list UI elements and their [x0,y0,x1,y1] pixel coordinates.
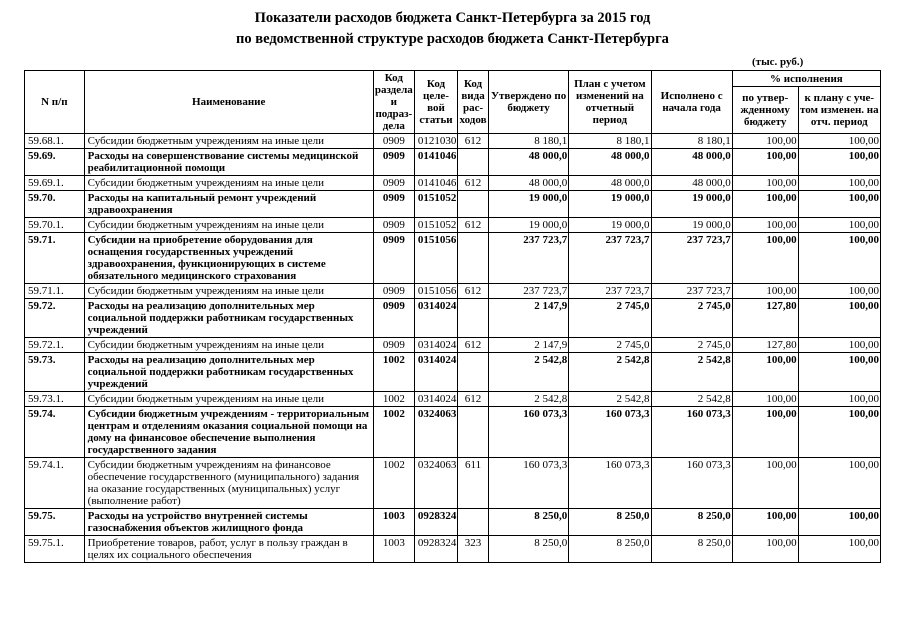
cell-pct-plan: 100,00 [798,176,880,191]
cell-plan: 160 073,3 [569,407,651,458]
cell-target: 0928324 [414,509,457,536]
cell-type: 612 [458,218,489,233]
cell-plan: 2 542,8 [569,392,651,407]
cell-approved: 19 000,0 [488,218,568,233]
table-row [25,191,881,218]
cell-target: 0151056 [414,284,457,299]
cell-pct-approved: 100,00 [732,218,798,233]
cell-name: Расходы на реализацию дополнительных мер социальной поддержки работникам государственных учреждений [84,299,373,338]
cell-type: 612 [458,284,489,299]
cell-approved: 8 180,1 [488,134,568,149]
cell-name: Субсидии бюджетным учреждениям на иные цели [84,176,373,191]
cell-name: Субсидии бюджетным учреждениям на иные цели [84,218,373,233]
header-pct-plan: к плану с уче-том изменен. на отч. период [798,87,880,134]
cell-executed: 2 745,0 [651,299,732,338]
cell-name: Субсидии бюджетным учреждениям на иные цели [84,338,373,353]
cell-section: 1002 [373,458,414,509]
cell-num: 59.75.1. [25,536,85,563]
header-type: Код вида рас-ходов [458,71,489,134]
cell-name: Субсидии бюджетным учреждениям на финансовое обеспечение государственного (муниципального) задания на оказание государственных (муниципальных) услуг (выполнение работ) [84,458,373,509]
cell-pct-plan: 100,00 [798,218,880,233]
cell-type [458,191,489,218]
cell-section: 1002 [373,407,414,458]
cell-pct-plan: 100,00 [798,191,880,218]
cell-section: 0909 [373,191,414,218]
cell-num: 59.74. [25,407,85,458]
header-pct-group: % исполнения [732,71,880,87]
cell-section: 0909 [373,218,414,233]
cell-name: Субсидии на приобретение оборудования для оснащения государственных учреждений здравоохранения, функционирующих в системе обязательного медицинского страхования [84,233,373,284]
cell-section: 1003 [373,509,414,536]
header-num: N п/п [25,71,85,134]
cell-approved: 8 250,0 [488,536,568,563]
table-row [25,218,881,233]
cell-name: Расходы на совершенствование системы медицинской реабилитационной помощи [84,149,373,176]
cell-executed: 237 723,7 [651,284,732,299]
cell-approved: 2 147,9 [488,338,568,353]
cell-target: 0121030 [414,134,457,149]
cell-executed: 19 000,0 [651,218,732,233]
table-row [25,458,881,509]
cell-pct-plan: 100,00 [798,392,880,407]
cell-executed: 48 000,0 [651,149,732,176]
cell-executed: 2 542,8 [651,353,732,392]
cell-type [458,233,489,284]
cell-section: 1002 [373,392,414,407]
cell-section: 0909 [373,233,414,284]
cell-type [458,149,489,176]
units-label: (тыс. руб.) [752,56,804,68]
cell-executed: 8 180,1 [651,134,732,149]
cell-num: 59.73. [25,353,85,392]
cell-executed: 237 723,7 [651,233,732,284]
cell-approved: 48 000,0 [488,176,568,191]
cell-type [458,353,489,392]
cell-pct-plan: 100,00 [798,458,880,509]
header-plan: План с учетом изменений на отчетный период [569,71,651,134]
table-row [25,407,881,458]
cell-target: 0151052 [414,191,457,218]
cell-pct-approved: 100,00 [732,407,798,458]
cell-num: 59.72. [25,299,85,338]
cell-plan: 2 745,0 [569,299,651,338]
page-title: Показатели расходов бюджета Санкт-Петербурга за 2015 год [254,10,651,26]
table-row [25,299,881,338]
cell-target: 0314024 [414,353,457,392]
cell-num: 59.71. [25,233,85,284]
cell-pct-approved: 100,00 [732,509,798,536]
cell-section: 0909 [373,149,414,176]
table-row [25,392,881,407]
header-target: Код целе-вой статьи [414,71,457,134]
cell-name: Субсидии бюджетным учреждениям на иные цели [84,284,373,299]
cell-num: 59.71.1. [25,284,85,299]
cell-executed: 2 542,8 [651,392,732,407]
budget-table [24,70,881,563]
cell-plan: 48 000,0 [569,149,651,176]
cell-target: 0151052 [414,218,457,233]
cell-plan: 160 073,3 [569,458,651,509]
cell-approved: 237 723,7 [488,233,568,284]
cell-executed: 160 073,3 [651,458,732,509]
cell-pct-approved: 127,80 [732,299,798,338]
cell-type: 612 [458,338,489,353]
cell-section: 1003 [373,536,414,563]
cell-pct-approved: 100,00 [732,458,798,509]
cell-num: 59.70. [25,191,85,218]
cell-plan: 48 000,0 [569,176,651,191]
cell-type [458,407,489,458]
cell-approved: 2 542,8 [488,392,568,407]
table-row [25,176,881,191]
cell-approved: 2 542,8 [488,353,568,392]
header-approved: Утверждено по бюджету [488,71,568,134]
cell-type: 611 [458,458,489,509]
cell-plan: 2 542,8 [569,353,651,392]
cell-type [458,299,489,338]
cell-pct-plan: 100,00 [798,536,880,563]
cell-plan: 19 000,0 [569,218,651,233]
header-section: Код раздела и подраз-дела [374,72,413,132]
cell-pct-approved: 100,00 [732,134,798,149]
cell-num: 59.70.1. [25,218,85,233]
cell-pct-approved: 100,00 [732,536,798,563]
cell-executed: 160 073,3 [651,407,732,458]
cell-section: 1002 [373,353,414,392]
cell-name: Субсидии бюджетным учреждениям на иные цели [84,134,373,149]
cell-pct-plan: 100,00 [798,233,880,284]
cell-name: Расходы на реализацию дополнительных мер социальной поддержки работникам государственных учреждений [84,353,373,392]
cell-plan: 237 723,7 [569,233,651,284]
cell-pct-approved: 100,00 [732,191,798,218]
cell-pct-approved: 100,00 [732,392,798,407]
cell-plan: 8 250,0 [569,536,651,563]
cell-executed: 19 000,0 [651,191,732,218]
cell-pct-approved: 100,00 [732,233,798,284]
table-row [25,134,881,149]
cell-num: 59.69.1. [25,176,85,191]
cell-num: 59.73.1. [25,392,85,407]
cell-executed: 2 745,0 [651,338,732,353]
cell-name: Субсидии бюджетным учреждениям на иные цели [84,392,373,407]
table-body [25,134,881,563]
cell-pct-approved: 100,00 [732,149,798,176]
cell-target: 0324063 [414,458,457,509]
cell-target: 0151056 [414,233,457,284]
cell-pct-plan: 100,00 [798,149,880,176]
cell-approved: 160 073,3 [488,407,568,458]
cell-pct-approved: 100,00 [732,176,798,191]
cell-num: 59.69. [25,149,85,176]
cell-plan: 2 745,0 [569,338,651,353]
cell-pct-approved: 127,80 [732,338,798,353]
cell-approved: 237 723,7 [488,284,568,299]
cell-executed: 8 250,0 [651,509,732,536]
cell-approved: 8 250,0 [488,509,568,536]
cell-pct-plan: 100,00 [798,299,880,338]
table-row [25,233,881,284]
cell-name: Расходы на устройство внутренней системы газоснабжения объектов жилищного фонда [84,509,373,536]
header-pct-approved: по утвер-жденному бюджету [732,87,798,134]
cell-executed: 48 000,0 [651,176,732,191]
table-row [25,353,881,392]
cell-approved: 48 000,0 [488,149,568,176]
header-executed: Исполнено с начала года [651,71,732,134]
table-row [25,338,881,353]
cell-type [458,509,489,536]
cell-plan: 237 723,7 [569,284,651,299]
cell-section: 0909 [373,176,414,191]
cell-plan: 8 250,0 [569,509,651,536]
cell-target: 0324063 [414,407,457,458]
cell-section: 0909 [373,299,414,338]
cell-plan: 19 000,0 [569,191,651,218]
table-row [25,509,881,536]
page-subtitle: по ведомственной структуре расходов бюджета Санкт-Петербурга [236,31,669,47]
cell-pct-plan: 100,00 [798,134,880,149]
table-row [25,284,881,299]
cell-name: Субсидии бюджетным учреждениям - территориальным центрам и отделениям оказания социальной помощи на дому на финансовое обеспечение выполнения государственного задания [84,407,373,458]
cell-target: 0141046 [414,176,457,191]
cell-type: 612 [458,134,489,149]
cell-num: 59.68.1. [25,134,85,149]
header-name: Наименование [84,71,373,134]
cell-target: 0314024 [414,299,457,338]
cell-approved: 2 147,9 [488,299,568,338]
cell-pct-approved: 100,00 [732,353,798,392]
cell-pct-plan: 100,00 [798,509,880,536]
cell-section: 0909 [373,338,414,353]
cell-target: 0314024 [414,392,457,407]
cell-executed: 8 250,0 [651,536,732,563]
cell-num: 59.74.1. [25,458,85,509]
cell-type: 612 [458,392,489,407]
cell-num: 59.72.1. [25,338,85,353]
cell-name: Приобретение товаров, работ, услуг в пользу граждан в целях их социального обеспечения [84,536,373,563]
cell-num: 59.75. [25,509,85,536]
cell-target: 0141046 [414,149,457,176]
table-row [25,536,881,563]
cell-pct-plan: 100,00 [798,353,880,392]
cell-type: 323 [458,536,489,563]
cell-section: 0909 [373,134,414,149]
cell-type: 612 [458,176,489,191]
cell-plan: 8 180,1 [569,134,651,149]
cell-section: 0909 [373,284,414,299]
cell-name: Расходы на капитальный ремонт учреждений здравоохранения [84,191,373,218]
cell-approved: 19 000,0 [488,191,568,218]
cell-pct-approved: 100,00 [732,284,798,299]
cell-pct-plan: 100,00 [798,407,880,458]
table-row [25,149,881,176]
cell-pct-plan: 100,00 [798,338,880,353]
cell-pct-plan: 100,00 [798,284,880,299]
cell-target: 0928324 [414,536,457,563]
cell-target: 0314024 [414,338,457,353]
cell-approved: 160 073,3 [488,458,568,509]
